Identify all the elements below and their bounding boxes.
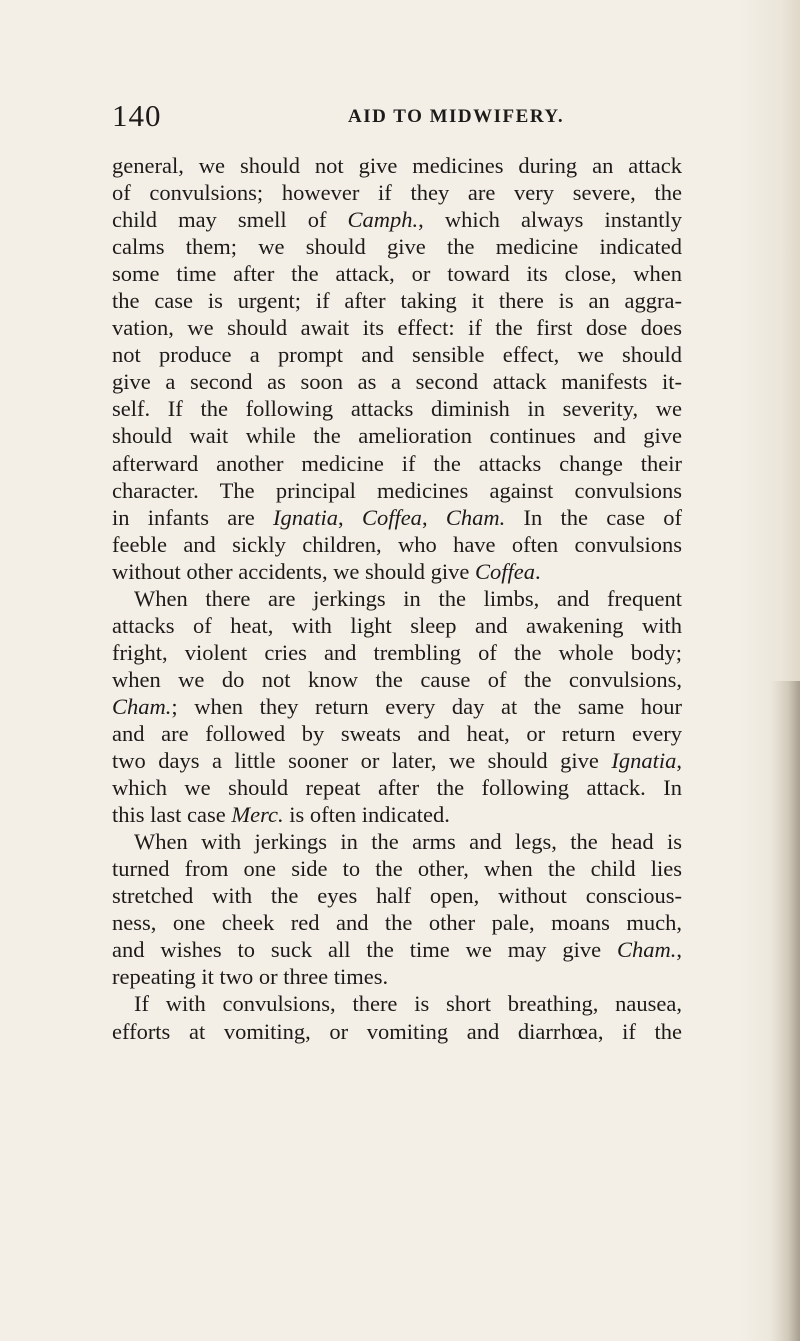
text-line: repeating it two or three times. [112,964,389,990]
text-line: child may smell of Camph., which always instantly [112,207,682,233]
text-line: and are followed by sweats and heat, or return every [112,720,682,746]
text-line: of convulsions; however if they are very severe, the [112,180,682,206]
page-edge-dark [770,681,800,1341]
text-line: If with convulsions, there is short breathing, nausea, [134,991,682,1017]
text-line: in infants are Ignatia, Coffea, Cham. In the case of [112,504,682,530]
body-text [112,152,682,1045]
text-line: which we should repeat after the following attack. In [112,775,682,801]
text-line: When there are jerkings in the limbs, and frequent [134,585,682,611]
text-line: Cham.; when they return every day at the same hour [112,693,682,719]
text-line: the case is urgent; if after taking it there is an aggra- [112,288,682,314]
text-line: should wait while the amelioration continues and give [112,423,682,449]
text-line: this last case Merc. is often indicated. [112,802,450,828]
text-line: efforts at vomiting, or vomiting and diarrhœa, if the [112,1018,682,1044]
text-line: not produce a prompt and sensible effect, we should [112,342,682,368]
text-line: two days a little sooner or later, we should give Ignatia, [112,748,682,774]
text-line: calms them; we should give the medicine indicated [112,234,682,260]
text-line: when we do not know the cause of the convulsions, [112,666,682,692]
text-line: and wishes to suck all the time we may give Cham., [112,937,682,963]
text-line: feeble and sickly children, who have often convulsions [112,531,682,557]
text-line: When with jerkings in the arms and legs, the head is [134,829,682,855]
text-line: general, we should not give medicines during an attack [112,153,682,178]
text-line: stretched with the eyes half open, without conscious- [112,883,682,909]
text-line: fright, violent cries and trembling of the whole body; [112,639,682,665]
text-line: ness, one cheek red and the other pale, moans much, [112,910,682,936]
text-line: give a second as soon as a second attack manifests it- [112,369,682,395]
running-head: AID TO MIDWIFERY. [348,106,565,127]
text-line: afterward another medicine if the attacks change their [112,450,682,476]
text-line: attacks of heat, with light sleep and awakening with [112,612,682,638]
text-line: character. The principal medicines against convulsions [112,477,682,503]
text-line: self. If the following attacks diminish in severity, we [112,396,682,422]
text-line: vation, we should await its effect: if the first dose does [112,315,682,341]
text-line: some time after the attack, or toward its close, when [112,261,682,287]
text-line: without other accidents, we should give Coffea. [112,558,541,584]
page-number: 140 [112,98,162,133]
page-header [112,96,682,136]
text-line: turned from one side to the other, when the child lies [112,856,682,882]
